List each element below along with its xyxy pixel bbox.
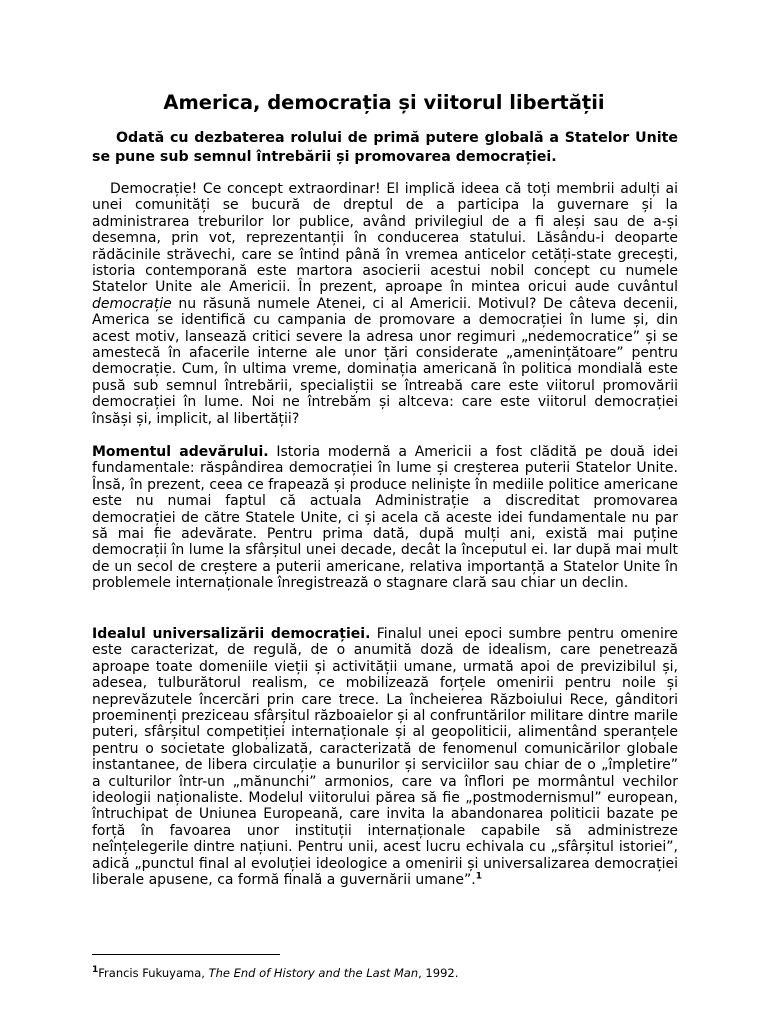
footnote-reference[interactable]: 1 [475, 871, 482, 882]
paragraph-ideal-text: Finalul unei epoci sumbre pentru omenire este caracterizat, de regulă, de o anumită doză de idealism, care penetrează aproape toate domeniile vieții și activității umane, urmată apoi de previzibilul și, adesea, tulburătorul realism, ce mobilizează forțele omenirii pentru noile și neprevăzutele încercări prin care trece. La încheierea Războiului Rece, gânditori proeminenți preziceau sfârșitul războaielor și al confruntărilor militare dintre marile puteri, sfârșitul competiției internaționale și al geopoliticii, alimentând speranțele pentru o societate globalizată, caracterizată de fenomenul comunicărilor globale instantanee, de libera circulație a bunurilor și serviciilor sau chiar de o „împletire” a culturilor într-un „mănunchi” armonios, care va înflori pe mormântul vechilor ideologii naționaliste. Modelul viitorului părea să fie „postmodernismul” european, întruchipat de Uniunea Europeană, care invita la abandonarea politicii bazate pe forță în favoarea unor instituții internaționale capabile să administreze neînțelegerile dintre națiuni. Pentru unii, acest lucru echivala cu „sfârșitul istoriei”, adică „punctul final al evoluției ideologice a omenirii și universalizarea democrației liberale apusene, ca formă finală a guvernării umane”. [92, 626, 678, 889]
paragraph-moment [92, 444, 678, 592]
footnote [92, 966, 678, 981]
footnote-book-title: The End of History and the Last Man [208, 966, 419, 980]
footnote-marker: 1 [92, 965, 99, 976]
section-heading-ideal: Idealul universalizării democrației. [92, 626, 371, 642]
footnote-author: Francis Fukuyama, [98, 966, 205, 980]
paragraph-intro-text-1: Democrație! Ce concept extraordinar! El implică ideea că toți membrii adulți ai unei comunități se bucură de dreptul de a participa la guvernare și la administrarea treburilor lor publice, având privilegiul de a fi aleși sau de a-și desemna, prin vot, reprezentanții în conducerea statului. Lăsându-i deoparte rădăcinile străvechi, care se întind până în vremea anticelor cetăți-state grecești, istoria contemporană este martora asocierii acestui nobil concept cu numele Statelor Unite ale Americii. În prezent, aproape în mintea oricui aude cuvântul [92, 181, 678, 296]
paragraph-intro [92, 181, 678, 427]
footnote-separator [92, 954, 280, 955]
paragraph-moment-text: Istoria modernă a Americii a fost clădită pe două idei fundamentale: răspândirea democrației în lume și creșterea puterii Statelor Unite. Însă, în prezent, ceea ce frapează și produce neliniște în mediile politice americane este nu numai faptul că actuala Administrație a discreditat promovarea democrației de către Statele Unite, ci și acela că aceste idei fundamentale nu par să mai fie adevărate. Pentru prima dată, după mulți ani, există mai puține democrații în lume la sfârșitul unei decade, decât la începutul ei. Iar după mai mult de un secol de creștere a puterii americane, relativa importanță a Statelor Unite în problemele internaționale înregistrează o stagnare clară sau chiar un declin. [92, 444, 678, 592]
lead-paragraph: Odată cu dezbaterea rolului de primă putere globală a Statelor Unite se pune sub semnul întrebării și promovarea democrației. [92, 130, 678, 165]
footnote-year: , 1992. [418, 966, 459, 980]
italic-term: democrație [92, 295, 172, 312]
paragraph-intro-text-2: nu răsună numele Atenei, ci al Americii. Motivul? De câteva decenii, America se identifică cu campania de promovare a democrației în lume și, din acest motiv, lansează critici severe la adresa unor regimuri „nedemocratice” și se amestecă în afacerile interne ale unor țări considerate „amenințătoare” pentru democrație. Cum, în ultima vreme, dominația americană în politica mondială este pusă sub semnul întrebării, specialiștii se întreabă care este viitorul promovării democrației în lume. Noi ne întrebăm și altceva: care este viitorul democrației însăși și, implicit, al libertății? [92, 295, 678, 427]
document-title: America, democrația și viitorul libertății [163, 91, 605, 114]
paragraph-ideal [92, 626, 678, 889]
section-heading-moment: Momentul adevărului. [92, 444, 269, 460]
